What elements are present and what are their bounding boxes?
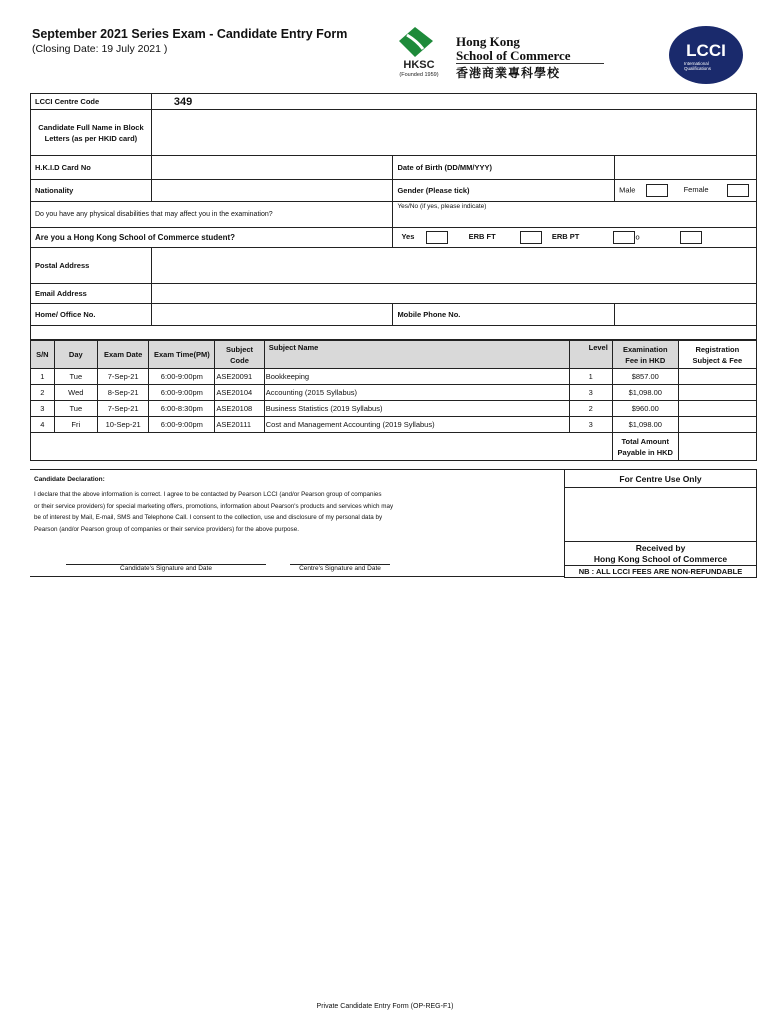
footer-form-code: Private Candidate Entry Form (OP-REG-F1): [316, 1003, 454, 1010]
total-spacer: [31, 433, 613, 461]
row-level: 3: [569, 385, 612, 401]
row-subject: Cost and Management Accounting (2019 Syllabus): [264, 417, 569, 433]
exam-header-row: [31, 341, 757, 369]
declaration-line: or their service providers) for special marketing offers, promotions, information about Pearson's products and services which may: [34, 502, 394, 510]
row-code: ASE20091: [215, 369, 264, 385]
email-row: [31, 284, 757, 304]
exam-row: [31, 369, 757, 385]
centre-signature-label: Centre's Signature and Date: [299, 565, 381, 572]
row-fee: $960.00: [612, 401, 678, 417]
disability-row: [31, 202, 757, 228]
row-level: 3: [569, 417, 612, 433]
candidate-signature-label: Candidate's Signature and Date: [120, 565, 212, 572]
spacer-cell: [31, 326, 757, 340]
received-row: [565, 542, 757, 566]
gender-label: Gender (Please tick): [393, 180, 615, 202]
postal-row: [31, 248, 757, 284]
row-registration-field[interactable]: [678, 401, 756, 417]
row-sn: 4: [31, 417, 55, 433]
row-level: 1: [569, 369, 612, 385]
extra-checkbox[interactable]: [680, 231, 702, 244]
row-subject: Accounting (2015 Syllabus): [264, 385, 569, 401]
student-options: [393, 228, 757, 248]
nationality-field[interactable]: [151, 180, 393, 202]
exam-table: [30, 340, 757, 461]
postal-label: Postal Address: [31, 248, 152, 284]
lcci-logo-sub1: International: [684, 61, 709, 66]
disability-answer-field[interactable]: [393, 202, 757, 228]
centre-use-field[interactable]: [565, 488, 757, 542]
col-level: Level: [569, 341, 612, 369]
row-day: Tue: [54, 401, 97, 417]
row-fee: $857.00: [612, 369, 678, 385]
centre-code-label: LCCI Centre Code: [31, 94, 152, 110]
declaration-heading: Candidate Declaration:: [34, 476, 105, 483]
form-title: September 2021 Series Exam - Candidate Entry Form: [32, 27, 348, 41]
exam-row: [31, 401, 757, 417]
lcci-logo: [668, 25, 744, 85]
centre-use-heading: For Centre Use Only: [565, 470, 757, 488]
lcci-logo-text: LCCI: [686, 41, 726, 60]
hkid-label: H.K.I.D Card No: [31, 156, 152, 180]
erb-ft-label: ERB FT: [468, 232, 496, 242]
centre-use-box-row: [565, 488, 757, 542]
row-day: Fri: [54, 417, 97, 433]
col-subject-code: Subject Code: [215, 341, 264, 369]
row-registration-field[interactable]: [678, 417, 756, 433]
col-subject-name: Subject Name: [264, 341, 569, 369]
declaration-line: I declare that the above information is correct. I agree to be contacted by Pearson LCCI (and/or Pearson group of companies: [34, 491, 382, 498]
total-label: Total Amount Payable in HKD: [612, 433, 678, 461]
row-day: Tue: [54, 369, 97, 385]
candidate-info-table: [30, 93, 757, 340]
male-label: Male: [619, 185, 636, 195]
school-name-chinese: 香港商業專科學校: [456, 66, 561, 80]
dob-label: Date of Birth (DD/MM/YYY): [393, 156, 615, 180]
yes-label: Yes: [401, 232, 415, 242]
received-by: [565, 542, 757, 566]
hksc-logo: [395, 25, 443, 77]
student-question: Are you a Hong Kong School of Commerce student?: [31, 228, 393, 248]
postal-field[interactable]: [151, 248, 756, 284]
spacer-row: [31, 326, 757, 340]
col-fee: Examination Fee in HKD: [612, 341, 678, 369]
col-registration: Registration Subject & Fee: [678, 341, 756, 369]
row-code: ASE20108: [215, 401, 264, 417]
row-fee: $1,098.00: [612, 385, 678, 401]
row-date: 10-Sep-21: [97, 417, 148, 433]
student-row: [31, 228, 757, 248]
row-registration-field[interactable]: [678, 369, 756, 385]
mobile-field[interactable]: [615, 304, 757, 326]
row-date: 7-Sep-21: [97, 401, 148, 417]
erb-pt-label: ERB PT: [551, 232, 580, 242]
declaration-text: [34, 489, 554, 535]
declaration-line: Pearson (and/or Pearson group of companies or their service providers) for the above purpose.: [34, 525, 299, 533]
exam-row: [31, 417, 757, 433]
nationality-row: [31, 180, 757, 202]
row-day: Wed: [54, 385, 97, 401]
row-subject: Business Statistics (2019 Syllabus): [264, 401, 569, 417]
row-sn: 3: [31, 401, 55, 417]
col-exam-time: Exam Time(PM): [149, 341, 215, 369]
female-label: Female: [683, 185, 709, 195]
row-date: 7-Sep-21: [97, 369, 148, 385]
phone-row: [31, 304, 757, 326]
non-refundable-note: NB : ALL LCCI FEES ARE NON-REFUNDABLE: [565, 566, 757, 578]
nationality-label: Nationality: [31, 180, 152, 202]
row-date: 8-Sep-21: [97, 385, 148, 401]
col-sn: S/N: [31, 341, 55, 369]
closing-date: (Closing Date: 19 July 2021 ): [32, 43, 168, 55]
nb-row: [565, 566, 757, 578]
female-checkbox[interactable]: [727, 184, 749, 197]
centre-signature-line[interactable]: [290, 564, 390, 572]
phone-field[interactable]: [151, 304, 393, 326]
email-field[interactable]: [151, 284, 756, 304]
row-time: 6:00-8:30pm: [149, 401, 215, 417]
mobile-label: Mobile Phone No.: [393, 304, 615, 326]
row-time: 6:00-9:00pm: [149, 369, 215, 385]
school-name-line2: School of Commerce: [456, 48, 571, 63]
row-level: 2: [569, 401, 612, 417]
hkid-row: [31, 156, 757, 180]
disability-question: Do you have any physical disabilities that may affect you in the examination?: [31, 202, 393, 228]
yes-checkbox[interactable]: [426, 231, 448, 244]
full-name-row: [31, 110, 757, 156]
row-time: 6:00-9:00pm: [149, 385, 215, 401]
total-row: [31, 433, 757, 461]
exam-row: [31, 385, 757, 401]
disability-hint: Yes/No (if yes, please indicate): [397, 203, 487, 210]
candidate-signature-line[interactable]: [66, 564, 266, 572]
stray-char: o: [635, 232, 640, 242]
row-fee: $1,098.00: [612, 417, 678, 433]
full-name-label: Candidate Full Name in Block Letters (as per HKID card): [31, 110, 152, 156]
row-sn: 2: [31, 385, 55, 401]
centre-code-value[interactable]: 349: [151, 94, 756, 110]
row-registration-field[interactable]: [678, 385, 756, 401]
col-day: Day: [54, 341, 97, 369]
male-checkbox[interactable]: [646, 184, 668, 197]
total-field[interactable]: [678, 433, 756, 461]
centre-code-row: [31, 94, 757, 110]
school-name-line1: Hong Kong: [456, 34, 520, 49]
centre-use-row: [565, 470, 757, 488]
row-code: ASE20104: [215, 385, 264, 401]
full-name-field[interactable]: [151, 110, 756, 156]
row-code: ASE20111: [215, 417, 264, 433]
row-time: 6:00-9:00pm: [149, 417, 215, 433]
received-by-label: Received by: [635, 542, 686, 553]
centre-use-table: [564, 469, 757, 578]
erb-ft-checkbox[interactable]: [520, 231, 542, 244]
hksc-abbr: HKSC: [403, 59, 435, 71]
dob-field[interactable]: [615, 156, 757, 180]
phone-label: Home/ Office No.: [31, 304, 152, 326]
declaration-line: be of interest by Mail, E-mail, SMS and Telephone Call. I consent to the collection, use and disclosure of my personal data by: [34, 514, 383, 521]
row-subject: Bookkeeping: [264, 369, 569, 385]
gender-options: [615, 180, 757, 202]
lcci-logo-sub2: Qualifications: [684, 66, 712, 71]
declaration-bottom-rule: [30, 576, 564, 577]
received-by-school: Hong Kong School of Commerce: [593, 553, 728, 564]
col-exam-date: Exam Date: [97, 341, 148, 369]
hkid-field[interactable]: [151, 156, 393, 180]
email-label: Email Address: [31, 284, 152, 304]
row-sn: 1: [31, 369, 55, 385]
hksc-founded: (Founded 1959): [399, 72, 439, 77]
erb-pt-checkbox[interactable]: [613, 231, 635, 244]
